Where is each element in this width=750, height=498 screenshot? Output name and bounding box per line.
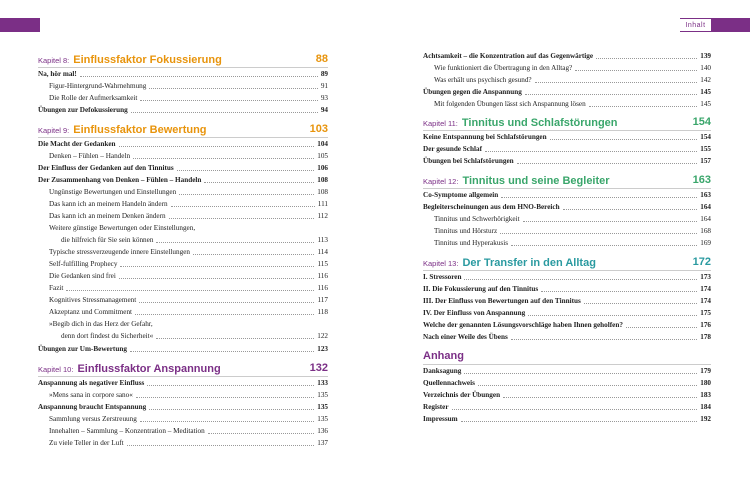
chapter-10-heading[interactable] [38,360,328,376]
toc-entry-page: 135 [317,415,328,423]
toc-entry-text: die hilfreich für Sie sein können [61,236,154,244]
chapter-title: Tinnitus und Schlafstörungen [461,117,618,129]
toc-entry[interactable] [38,258,328,270]
toc-entry-text: Na, hör mal! [38,70,77,78]
toc-entry-page: 175 [700,309,711,317]
toc-entry-page: 112 [317,212,328,220]
toc-entry[interactable] [423,295,711,307]
toc-entry[interactable] [38,138,328,150]
dotted-leader [550,139,697,140]
toc-entry[interactable] [423,213,711,225]
dotted-leader [511,339,697,340]
toc-entry[interactable] [423,74,711,86]
toc-entry-page: 104 [317,140,328,148]
dotted-leader [120,266,314,267]
toc-entry-text: Begleiterscheinungen aus dem HNO-Bereich [423,203,560,211]
chapter-page: 172 [692,256,711,268]
dotted-leader [461,421,697,422]
toc-entry[interactable] [423,155,711,167]
toc-entry[interactable] [423,86,711,98]
toc-entry[interactable] [38,186,328,198]
chapter-title: Einflussfaktor Fokussierung [73,54,222,66]
toc-entry-page: 145 [700,88,711,96]
dotted-leader [511,245,697,246]
toc-entry[interactable] [423,413,711,425]
toc-entry[interactable] [423,283,711,295]
toc-entry[interactable] [423,331,711,343]
toc-entry[interactable] [38,377,328,389]
toc-entry[interactable] [38,222,328,234]
dotted-leader [464,279,697,280]
chapter-11-heading[interactable] [423,114,711,130]
toc-entry-page: 105 [317,152,328,160]
dotted-leader [589,106,697,107]
toc-entry-page: 154 [700,133,711,141]
dotted-leader [149,409,314,410]
dotted-leader [596,58,697,59]
toc-entry-page: 122 [317,332,328,340]
toc-entry[interactable] [38,234,328,246]
toc-entry-page: 183 [700,391,711,399]
chapter-9-heading[interactable] [38,121,328,137]
section-label: Inhalt [680,18,711,32]
toc-entry[interactable] [38,210,328,222]
toc-entry-page: 169 [700,239,711,247]
chapter-title: Tinnitus und seine Begleiter [462,175,610,187]
toc-entry-text: Figur-Hintergrund-Wahrnehmung [49,82,147,90]
toc-entry-text: »Mens sana in corpore sano« [49,391,133,399]
toc-entry[interactable] [423,307,711,319]
toc-entry[interactable] [38,270,328,282]
chapter-title: Einflussfaktor Anspannung [77,363,221,375]
chapter-title: Der Transfer in den Alltag [462,257,596,269]
toc-entry-text: Tinnitus und Hörsturz [434,227,498,235]
toc-entry-page: 145 [700,100,711,108]
dotted-leader [208,433,314,434]
toc-entry-page: 173 [700,273,711,281]
chapter-label: Kapitel 8: [38,56,70,65]
toc-entry-text: Das kann ich an meinem Denken ändern [49,212,166,220]
toc-entry-text: Übungen bei Schlafstörungen [423,157,514,165]
dotted-leader [503,397,697,398]
toc-entry-page: 174 [700,297,711,305]
toc-entry[interactable] [38,162,328,174]
toc-entry[interactable] [38,306,328,318]
toc-entry-page: 155 [700,145,711,153]
toc-entry-page: 192 [700,415,711,423]
toc-entry-page: 116 [317,284,328,292]
dotted-leader [575,70,697,71]
dotted-leader [563,209,697,210]
chapter-label: Kapitel 12: [423,177,459,186]
toc-entry-text: Keine Entspannung bei Schlafstörungen [423,133,547,141]
toc-entry[interactable] [38,318,328,330]
dotted-leader [156,242,314,243]
chapter-label: Kapitel 9: [38,126,70,135]
toc-entry-page: 178 [700,333,711,341]
toc-entry-text: Typische stressverzeugende innere Einstellungen [49,248,191,256]
toc-entry-text: Achtsamkeit – die Konzentration auf das Gegenwärtige [423,52,594,60]
dotted-leader [500,233,697,234]
toc-entry-text: Tinnitus und Hyperakusis [434,239,509,247]
toc-entry-page: 137 [317,439,328,447]
toc-entry-page: 180 [700,379,711,387]
toc-entry-text: Übungen gegen die Anspannung [423,88,522,96]
toc-entry-page: 108 [317,176,328,184]
toc-entry-text: Fazit [49,284,64,292]
chapter-8-heading[interactable] [38,51,328,67]
toc-entry-text: Anspannung als negativer Einfluss [38,379,145,387]
toc-entry-text: Ungünstige Bewertungen und Einstellungen [49,188,177,196]
toc-entry[interactable] [423,62,711,74]
toc-entry-page: 89 [320,70,328,78]
toc-entry[interactable] [38,150,328,162]
dotted-leader [177,170,314,171]
dotted-leader [169,218,314,219]
toc-entry[interactable] [423,271,711,283]
dotted-leader [541,291,697,292]
chapter-page: 154 [692,116,711,128]
toc-entry-text: I. Stressoren [423,273,462,281]
toc-entry-text: Die Gedanken sind frei [49,272,116,280]
chapter-page: 163 [692,174,711,186]
toc-entry-text: Verzeichnis der Übungen [423,391,501,399]
toc-entry[interactable] [38,198,328,210]
header-bar-right [711,18,750,32]
toc-entry-text: Danksagung [423,367,462,375]
dotted-leader [464,373,697,374]
toc-entry[interactable] [38,104,328,116]
toc-entry-page: 184 [700,403,711,411]
toc-entry-text: Übungen zur Um-Bewertung [38,345,127,353]
toc-entry-text: »Begib dich in das Herz der Gefahr, [49,320,153,328]
dotted-leader [478,385,697,386]
dotted-leader [204,182,314,183]
toc-entry-page: 111 [317,200,328,208]
toc-entry-text: Impressum [423,415,458,423]
dotted-leader [193,254,314,255]
dotted-leader [584,303,697,304]
toc-entry-text: Übungen zur Defokussierung [38,106,128,114]
dotted-leader [127,445,314,446]
dotted-leader [147,385,314,386]
toc-entry[interactable] [38,282,328,294]
toc-entry-text: IV. Der Einfluss von Anspannung [423,309,526,317]
toc-entry[interactable] [38,389,328,401]
dotted-leader [131,112,318,113]
toc-entry-page: 168 [700,227,711,235]
chapter-page: 88 [315,53,328,65]
toc-entry-page: 179 [700,367,711,375]
toc-entry-page: 164 [700,203,711,211]
dotted-leader [133,158,314,159]
chapter-title: Einflussfaktor Bewertung [73,124,207,136]
toc-entry-text: Der gesunde Schlaf [423,145,482,153]
toc-entry-page: 163 [700,191,711,199]
dotted-leader [66,290,314,291]
dotted-leader [119,146,314,147]
toc-entry[interactable] [38,246,328,258]
toc-entry-text: III. Der Einfluss von Bewertungen auf den Tinnitus [423,297,581,305]
dotted-leader [130,351,314,352]
toc-entry-text: Anspannung braucht Entspannung [38,403,147,411]
toc-entry-page: 135 [317,403,328,411]
toc-entry-text: Register [423,403,449,411]
toc-entry-text: denn dort findest du Sicherheit« [61,332,154,340]
toc-entry-text: Innehalten – Sammlung – Konzentration – Meditation [49,427,205,435]
toc-entry-text: Denken – Fühlen – Handeln [49,152,131,160]
toc-entry-text: Mit folgenden Übungen lässt sich Anspannung lösen [434,100,586,108]
toc-entry-text: Nach einer Weile des Übens [423,333,508,341]
toc-entry-page: 157 [700,157,711,165]
toc-entry-page: 123 [317,345,328,353]
appendix-heading[interactable]: Anhang [423,350,464,362]
toc-entry-text: Die Macht der Gedanken [38,140,116,148]
dotted-leader [139,302,314,303]
dotted-leader [501,197,697,198]
toc-entry[interactable] [38,92,328,104]
dotted-leader [140,100,318,101]
chapter-page: 103 [309,123,328,135]
dotted-leader [140,421,314,422]
chapter-13-heading[interactable] [423,254,711,270]
toc-entry[interactable] [423,389,711,401]
dotted-leader [525,94,697,95]
toc-entry[interactable] [423,237,711,249]
toc-entry-page: 164 [700,215,711,223]
toc-entry-text: Wie funktioniert die Übertragung in den Alltag? [434,64,573,72]
dotted-leader [171,206,315,207]
dotted-leader [119,278,314,279]
toc-entry-text: Sammlung versus Zerstreuung [49,415,137,423]
toc-entry[interactable] [38,413,328,425]
toc-entry[interactable] [423,377,711,389]
toc-entry[interactable] [423,98,711,110]
toc-entry[interactable] [38,330,328,342]
dotted-leader [626,327,697,328]
toc-entry-text: Quellennachweis [423,379,475,387]
toc-entry-text: Weitere günstige Bewertungen oder Einstellungen, [49,224,196,232]
dotted-leader [136,397,314,398]
dotted-leader [528,315,697,316]
toc-entry-text: Der Zusammenhang von Denken – Fühlen – Handeln [38,176,202,184]
toc-entry-text: Zu viele Teller in der Luft [49,439,124,447]
toc-entry-page: 174 [700,285,711,293]
toc-entry[interactable] [423,189,711,201]
toc-entry[interactable] [423,143,711,155]
toc-entry[interactable] [38,401,328,413]
toc-entry[interactable] [38,437,328,449]
toc-entry-text: Das kann ich an meinem Handeln ändern [49,200,168,208]
toc-entry-page: 139 [700,52,711,60]
toc-entry[interactable] [423,365,711,377]
chapter-label: Kapitel 10: [38,365,74,374]
toc-entry-page: 135 [317,391,328,399]
toc-entry[interactable] [423,401,711,413]
toc-entry-page: 106 [317,164,328,172]
toc-entry[interactable] [38,174,328,186]
toc-entry[interactable] [423,131,711,143]
toc-entry-page: 140 [700,64,711,72]
header-bar-left [0,18,40,32]
toc-entry-text: Tinnitus und Schwerhörigkeit [434,215,520,223]
dotted-leader [535,82,697,83]
toc-entry[interactable] [423,319,711,331]
toc-entry[interactable] [38,425,328,437]
toc-entry-text: Co-Symptome allgemein [423,191,499,199]
dotted-leader [149,88,318,89]
toc-entry[interactable] [38,343,328,355]
dotted-leader [80,76,318,77]
dotted-leader [523,221,697,222]
chapter-12-heading[interactable] [423,172,711,188]
toc-entry-text: Self-fulfilling Prophecy [49,260,118,268]
chapter-page: 132 [309,362,328,374]
dotted-leader [179,194,314,195]
toc-entry-page: 115 [317,260,328,268]
dotted-leader [156,338,314,339]
toc-entry-text: Kognitives Stressmanagement [49,296,137,304]
toc-entry-page: 142 [700,76,711,84]
toc-entry-page: 118 [317,308,328,316]
dotted-leader [517,163,697,164]
toc-entry-page: 117 [317,296,328,304]
toc-entry[interactable] [38,80,328,92]
dotted-leader [135,314,314,315]
toc-entry-page: 176 [700,321,711,329]
toc-entry-page: 114 [317,248,328,256]
toc-entry[interactable] [423,225,711,237]
dotted-leader [452,409,697,410]
toc-entry-page: 136 [317,427,328,435]
toc-entry-page: 133 [317,379,328,387]
toc-entry-text: Was erhält uns psychisch gesund? [434,76,532,84]
toc-entry-page: 94 [320,106,328,114]
chapter-label: Kapitel 11: [423,119,458,128]
chapter-label: Kapitel 13: [423,259,459,268]
toc-entry-page: 108 [317,188,328,196]
toc-entry-text: Akzeptanz und Commitment [49,308,133,316]
toc-entry[interactable] [423,50,711,62]
toc-entry-text: II. Die Fokussierung auf den Tinnitus [423,285,539,293]
toc-entry[interactable] [38,68,328,80]
toc-entry-page: 91 [320,82,328,90]
toc-entry-page: 93 [320,94,328,102]
toc-entry-text: Welche der genannten Lösungsvorschläge haben Ihnen geholfen? [423,321,623,329]
toc-entry-text: Der Einfluss der Gedanken auf den Tinnitus [38,164,174,172]
toc-entry-text: Die Rolle der Aufmerksamkeit [49,94,138,102]
toc-entry-page: 113 [317,236,328,244]
dotted-leader [485,151,697,152]
toc-entry-page: 116 [317,272,328,280]
toc-entry[interactable] [423,201,711,213]
toc-entry[interactable] [38,294,328,306]
